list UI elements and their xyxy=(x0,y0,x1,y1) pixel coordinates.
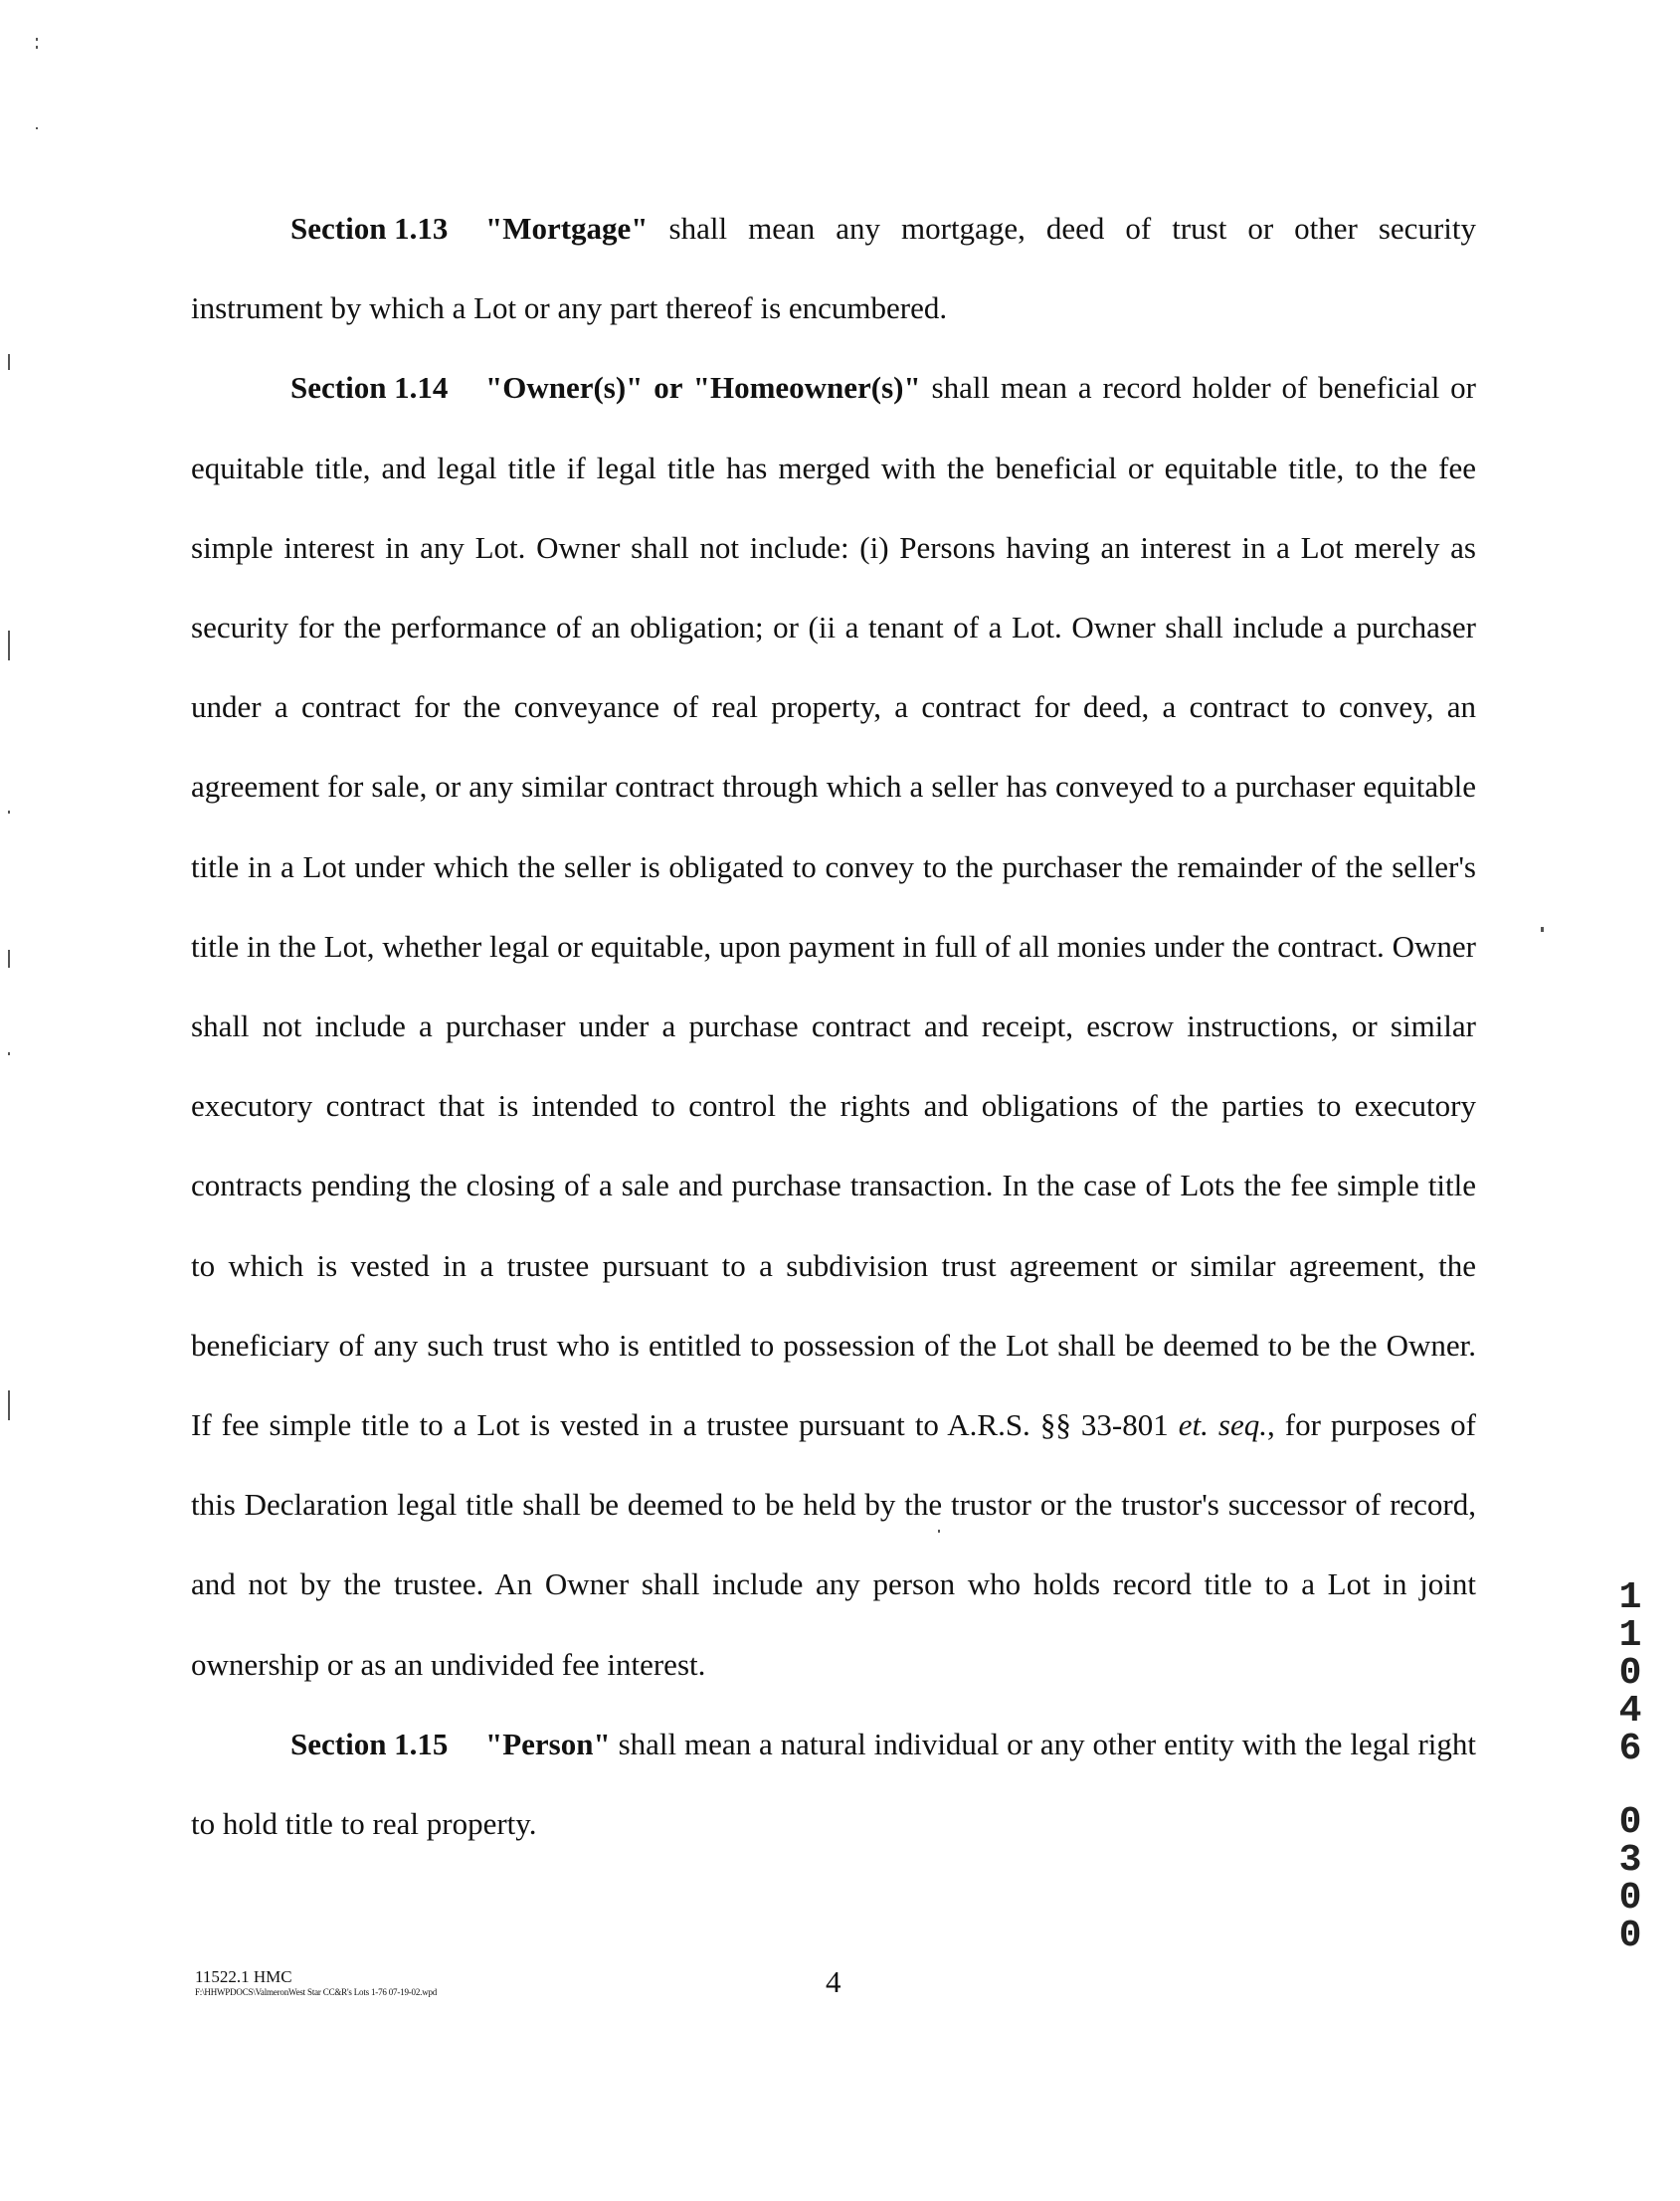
scan-mark xyxy=(8,631,10,660)
document-body xyxy=(191,189,1476,1864)
scan-mark xyxy=(8,950,10,968)
section-1-13 xyxy=(191,189,1476,348)
section-text-continued: , for purposes of this Declaration legal title shall be deemed to be held by the trustor or the trustor's successor of record, and not by the trustee. An Owner shall include any person who holds record title to a Lot in joint ownership or as an undivided fee interest. xyxy=(191,1407,1476,1682)
scan-mark xyxy=(8,1052,10,1055)
scan-mark xyxy=(8,1390,10,1420)
scan-mark xyxy=(36,46,38,49)
stamp-digit: 0 xyxy=(1618,1652,1642,1695)
footer-document-id: 11522.1 HMC xyxy=(195,1967,292,1986)
section-number: Section 1.13 xyxy=(290,211,449,246)
scan-mark xyxy=(1541,927,1544,932)
stamp-digit: 4 xyxy=(1618,1690,1642,1733)
scan-mark xyxy=(938,1530,940,1533)
defined-term: "Owner(s)" or "Homeowner(s)" xyxy=(485,370,921,406)
scan-mark xyxy=(36,127,38,129)
stamp-digit: 0 xyxy=(1618,1801,1642,1844)
latin-phrase: et. seq. xyxy=(1178,1407,1267,1443)
stamp-digit: 6 xyxy=(1618,1728,1642,1770)
scan-mark xyxy=(36,38,38,41)
page-number: 4 xyxy=(826,1964,841,1999)
section-text: shall mean any mortgage, deed of trust or other security instrument by which a Lot or any part thereof is encumbered. xyxy=(191,211,1476,326)
stamp-digit: 0 xyxy=(1618,1877,1642,1920)
defined-term: "Mortgage" xyxy=(485,211,649,246)
stamp-digit: 1 xyxy=(1618,1576,1642,1619)
defined-term: "Person" xyxy=(485,1726,611,1761)
recording-number-stamp xyxy=(1613,1576,1647,1957)
stamp-digit: 3 xyxy=(1618,1839,1642,1882)
section-text: shall mean a record holder of beneficial or equitable title, and legal title if legal title has merged with the beneficial or equitable title, to the fee simple interest in any Lot. Owner shall not include: (i) Persons having an interest in a Lot merely as security for the performance of an obligation; or (ii a tenant of a Lot. Owner shall include a purchaser under a contract for the conveyance of real property, a contract for deed, a contract to convey, an agreement for sale, or any similar contract through which a seller has conveyed to a purchaser equitable title in a Lot under which the seller is obligated to convey to the purchaser the remainder of the seller's title in the Lot, whether legal or equitable, upon payment in full of all monies under the contract. Owner shall not include a purchaser under a purchase contract and receipt, escrow instructions, or similar executory contract that is intended to control the rights and obligations of the parties to executory contracts pending the closing of a sale and purchase transaction. In the case of Lots the fee simple title to which is vested in a trustee pursuant to a subdivision trust agreement or similar agreement, the beneficiary of any such trust who is entitled to possession of the Lot shall be deemed to be the Owner. If fee simple title to a Lot is vested in a trustee pursuant to A.R.S. §§ 33-801 xyxy=(191,370,1476,1443)
section-number: Section 1.15 xyxy=(290,1726,449,1761)
section-1-14 xyxy=(191,348,1476,1704)
scan-mark xyxy=(8,811,10,814)
scan-mark xyxy=(8,354,10,370)
footer-file-path: F:\HHWPDOCS\ValmeronWest Star CC&R's Lots 1-76 07-19-02.wpd xyxy=(195,1987,438,1997)
stamp-digit: 0 xyxy=(1618,1915,1642,1957)
section-text: shall mean a natural individual or any other entity with the legal right to hold title to real property. xyxy=(191,1726,1476,1842)
stamp-digit: 1 xyxy=(1618,1614,1642,1657)
section-1-15 xyxy=(191,1705,1476,1864)
stamp-gap xyxy=(1613,1768,1647,1804)
section-number: Section 1.14 xyxy=(290,370,449,406)
